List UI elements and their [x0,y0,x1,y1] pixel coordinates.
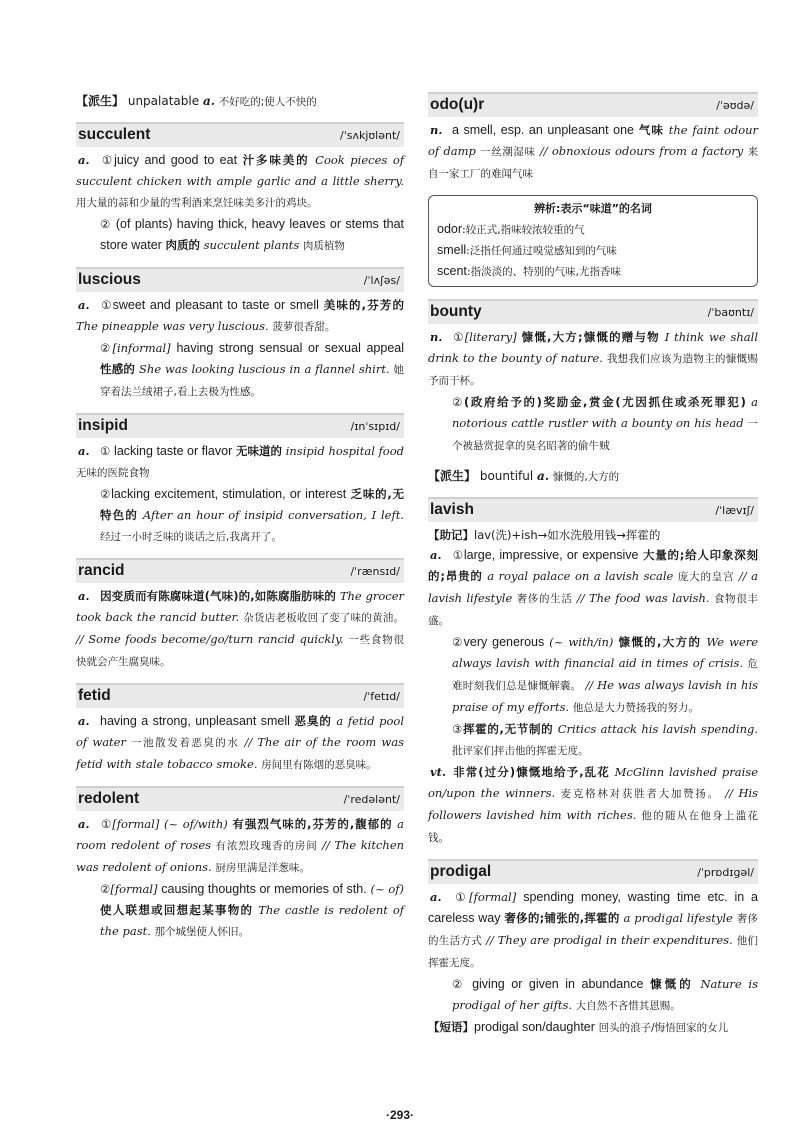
sense-number: ③ [452,722,463,736]
chinese-definition: 非常(过分)慷慨地给予,乱花 [452,765,610,779]
example-translation: 她穿着法兰绒裙子,看上去极为性感。 [100,364,404,398]
part-of-speech: a. [78,714,90,728]
headword: lavish [430,501,474,518]
derivative-tag: 【派生】 [76,94,125,108]
example: After an hour of insipid conversation, I left. [142,508,404,522]
chinese-definition: 性感的 [100,362,136,376]
sense-1 [76,586,404,673]
example-translation: 他们挥霍无度。 [428,935,759,969]
entry-header [76,683,404,708]
example-separator: // [76,632,84,646]
usage-note-word: odor [437,222,463,236]
entry-fetid [76,683,404,776]
sense-number: ② [100,217,112,231]
entry-bounty [428,299,758,457]
register-label: [formal] [469,890,517,904]
example: a notorious cattle rustler with a bounty on his head [452,395,759,430]
entry-luscious [76,267,404,403]
grammar-pattern: (~ of/with) [163,817,228,831]
mnemonic-tag: 【助记】 [428,528,474,542]
example-separator: // [486,933,494,947]
sense-number: ① [100,444,111,458]
definition: a smell, esp. an unpleasant one [452,123,635,137]
definition: sweet and pleasant to taste or smell [112,298,319,312]
pronunciation: /ˈfetɪd/ [363,690,400,703]
example: Critics attack his lavish spending. [557,722,758,736]
headword: odo(u)r [430,96,485,113]
example: The grocer took back the rancid butter. [76,589,404,624]
chinese-definition: 恶臭的 [294,714,332,728]
definition: lacking excitement, stimulation, or interest [111,487,347,501]
chinese-definition: 慷慨的,大方的 [618,635,702,649]
usage-note-explanation: 泛指任何通过嗅觉感知到的气味 [469,245,617,257]
chinese-definition: (政府给予的)奖励金,赏金(尤因抓住或杀死罪犯) [463,395,746,409]
chinese-definition: 大量的;给人印象深刻的;昂贵的 [428,548,759,583]
sense-1 [76,814,404,879]
entry-header [428,497,758,522]
example: a prodigal lifestyle [623,911,733,925]
page-number: ·293· [385,1108,414,1122]
example-translation: 食物很丰盛。 [428,593,759,627]
definition: very generous [463,635,545,649]
chinese-definition: 使人联想或回想起某事物的 [100,903,254,917]
sense-number: ② [100,882,111,896]
definition: juicy and good to eat [114,153,238,167]
example: The food was lavish. [588,591,710,605]
sense-2 [428,632,758,719]
chinese-definition: 汁多味美的 [242,153,310,167]
definition: large, impressive, or expensive [463,548,639,562]
example: succulent plants [203,238,300,252]
entry-prodigal [428,859,758,1038]
example: a room redolent of roses [76,817,405,852]
pronunciation: /ˈlævɪʃ/ [715,504,754,517]
example: a lavish lifestyle [428,569,759,605]
sense-number: ② [452,977,466,991]
usage-note-explanation: 较正式,指味较浓较重的气 [465,224,585,236]
chinese-gloss: 慷慨的,大方的 [552,471,620,483]
usage-note-word: scent [437,264,467,278]
chinese-definition: 有强烈气味的,芬芳的,馥郁的 [232,817,393,831]
derivative-bountiful [428,467,758,487]
register-label: [informal] [112,341,171,355]
sense-number: ② [100,341,113,355]
part-of-speech: a. [78,444,90,458]
example: The air of the room was fetid with stale tobacco smoke. [76,735,405,771]
entry-redolent [76,786,404,943]
sense-1 [428,327,758,392]
example-separator: // [322,838,330,852]
sense-number: ① [100,817,113,831]
part-of-speech: n. [430,123,443,137]
example-translation: 一丝潮湿味 [480,146,536,158]
part-of-speech: a. [430,548,442,562]
example: We were always lavish with financial aid in times of crisis. [452,635,759,670]
entry-header [76,413,404,438]
pronunciation: /ˈrænsɪd/ [350,565,400,578]
example-translation: 房间里有陈烟的恶臭味。 [261,759,377,771]
sense-1 [428,887,758,974]
example: insipid hospital food [285,444,405,458]
sense-number: ① [452,548,464,562]
chinese-definition: 因变质而有陈腐味道(气味)的,如陈腐脂肪味的 [100,589,337,603]
example: a royal palace on a lavish scale [487,569,674,583]
derivative-word: bountiful [479,469,534,483]
part-of-speech: vt. [430,765,446,779]
derivative-tag: 【派生】 [428,469,477,483]
sense-1 [76,150,404,214]
entry-header [428,92,758,117]
sense-number: ① [100,298,113,312]
sense-number: ② [100,487,112,501]
sense-1 [76,711,404,776]
pronunciation: /ˈlʌʃəs/ [363,274,400,287]
example: They are prodigal in their expenditures. [497,933,733,947]
sense-number: ① [100,153,115,167]
sense-number: ② [452,635,464,649]
usage-note-row: scent:指淡淡的、特别的气味,尤指香味 [437,264,621,278]
chinese-definition: 美味的,芬芳的 [323,298,404,312]
pronunciation: /ˈbaʊntɪ/ [707,306,754,319]
chinese-gloss: 不好吃的;使人不快的 [218,96,317,108]
example-translation: 厨房里满是洋葱味。 [215,862,310,874]
right-column [428,92,758,1048]
sense-number: ① [452,890,470,904]
sense-2 [76,214,404,257]
example: The pineapple was very luscious. [76,319,269,333]
example: Nature is prodigal of her gifts. [452,977,758,1012]
example-translation: 那个城堡使人怀旧。 [154,926,250,938]
sense-1 [76,441,404,484]
headword: rancid [78,562,125,579]
mnemonic [428,525,758,545]
part-of-speech: n. [430,330,443,344]
chinese-definition: 乏味的,无特色的 [100,487,405,522]
sense-2 [428,974,758,1017]
example-translation: 菠萝很香甜。 [272,321,336,333]
sense-1 [428,120,758,185]
entry-header [76,267,404,292]
headword: bounty [430,303,482,320]
entry-insipid [76,413,404,548]
chinese-definition: 慷慨,大方;慷慨的赠与物 [521,330,660,344]
example-translation: 杂货店老板收回了变了味的黄油。 [243,612,405,624]
usage-note-row: odor:较正式,指味较浓较重的气 [437,222,585,236]
mnemonic-text: lav(洗)+ish→如水洗般用钱→挥霍的 [474,528,661,542]
sense-number: ① [452,330,465,344]
entry-odour [428,92,758,185]
definition: having strong sensual or sexual appeal [176,341,405,355]
example-translation: 庞大的皇宫 [677,571,735,583]
example-translation: 批评家们抨击他的挥霍无度。 [452,745,589,757]
pronunciation: /ɪnˈsɪpɪd/ [350,420,400,433]
example-translation: 有浓烈玫瑰香的房间 [215,840,318,852]
example: Cook pieces of succulent chicken with ample garlic and a little sherry. [76,153,405,188]
headword: insipid [78,417,128,434]
sense-verb [428,762,758,849]
part-of-speech: a. [537,469,549,483]
usage-note-explanation: 指淡淡的、特别的气味,尤指香味 [470,266,621,278]
example-translation: 来自一家工厂的难闻气味 [428,146,759,180]
pronunciation: /ˈsʌkjʊlənt/ [339,129,400,142]
chinese-definition: 肉质的 [165,238,200,252]
example: Some foods become/go/turn rancid quickly. [88,632,344,646]
example-separator: // [576,591,585,605]
part-of-speech: a. [430,890,442,904]
example-translation: 一个被悬赏捉拿的臭名昭著的偷牛贼 [452,418,758,452]
register-label: [formal] [110,882,158,896]
left-column [76,92,404,953]
example-translation: 一池散发着恶臭的水 [131,737,240,749]
example-translation: 他的随从在他身上滥花钱。 [428,810,759,844]
example-separator: // [244,735,253,749]
derivative-unpalatable [76,92,404,112]
pronunciation: /ˈprɒdɪgəl/ [697,866,754,879]
chinese-definition: 奢侈的;铺张的,挥霍的 [504,911,620,925]
register-label: [formal] [112,817,160,831]
headword: prodigal [430,863,492,880]
example: a fetid pool of water [76,714,405,749]
example: obnoxious odours from a factory [551,144,744,158]
example-separator: // [738,569,747,583]
usage-note-box [428,195,758,287]
headword: succulent [78,126,151,143]
sense-2 [76,879,404,943]
part-of-speech: a. [202,94,215,108]
example-translation: 一些食物很快就会产生腐臭味。 [76,634,405,668]
entry-header [76,558,404,583]
example-translation: 奢侈的生活 [516,593,573,605]
example-translation: 大自然不吝惜其恩赐。 [575,1000,681,1012]
definition: spending money, wasting time etc. in a careless way [428,890,759,925]
entry-header [428,859,758,884]
part-of-speech: a. [78,817,90,831]
grammar-pattern: (~ of) [370,882,405,896]
entry-lavish [428,497,758,849]
sense-2 [428,392,758,457]
grammar-pattern: (~ with/in) [549,635,614,649]
usage-note-word: smell [437,243,467,257]
part-of-speech: a. [78,298,90,312]
pronunciation: /ˈredələnt/ [343,793,400,806]
example-separator: // [539,144,548,158]
example-translation: 无味的医院食物 [76,467,150,479]
entry-header [76,786,404,811]
phrase-translation: 回头的浪子/悔悟回家的女儿 [598,1022,729,1034]
usage-note-title: 辨析:表示“味道”的名词 [534,202,652,215]
phrase-text: prodigal son/daughter [474,1020,595,1034]
example: She was looking luscious in a flannel shirt. [139,362,390,376]
headword: luscious [78,271,141,288]
headword: fetid [78,687,111,704]
definition: giving or given in abundance [472,977,644,991]
sense-number: ② [452,395,464,409]
chinese-definition: 挥霍的,无节制的 [463,722,554,736]
sense-1 [428,545,758,632]
example: He was always lavish in his praise of my efforts. [452,678,759,714]
example-translation: 奢侈的生活方式 [428,913,758,947]
definition: lacking taste or flavor [114,444,233,458]
example: the faint odour of damp [428,123,759,158]
entry-rancid [76,558,404,673]
part-of-speech: a. [78,153,90,167]
example-translation: 他总是大力赞扬我的努力。 [572,702,699,714]
definition: (of plants) having thick, heavy leaves or stems that store water [100,217,404,252]
entry-header [428,299,758,324]
pronunciation: /ˈəʊdə/ [716,99,754,112]
entry-succulent [76,122,404,257]
headword: redolent [78,790,140,807]
example-separator: // [585,678,594,692]
example: The kitchen was redolent of onions. [76,838,405,874]
example: His followers lavished him with riches. [428,786,759,822]
definition: having a strong, unpleasant smell [100,714,290,728]
example-translation: 危难时刻我们总是慷慨解囊。 [452,658,758,692]
phrase-tag: 【短语】 [428,1020,474,1034]
example: McGlinn lavished praise on/upon the winners. [428,765,759,800]
chinese-definition: 无味道的 [235,444,283,458]
example: The castle is redolent of the past. [100,903,405,938]
usage-note-row: smell:泛指任何通过嗅觉感知到的气味 [437,243,617,257]
example-translation: 我想我们应该为造物主的慷慨赐予而干杯。 [428,353,759,387]
example-separator: // [725,786,734,800]
sense-1 [76,295,404,338]
derivative-word: unpalatable [127,94,200,108]
chinese-definition: 气味 [638,123,664,137]
definition: causing thoughts or memories of sth. [161,882,367,896]
sense-2 [76,338,404,403]
example-translation: 麦克格林对获胜者大加赞扬。 [560,788,720,800]
register-label: [literary] [464,330,517,344]
part-of-speech: a. [78,589,90,603]
example: I think we shall drink to the bounty of nature. [428,330,759,365]
sense-2 [76,484,404,548]
sense-3 [428,719,758,762]
chinese-definition: 慷慨的 [650,977,694,991]
entry-header [76,122,404,147]
phrase [428,1017,758,1038]
example-translation: 肉质植物 [302,240,345,252]
example-translation: 用大量的蒜和少量的雪利酒来烹饪味美多汁的鸡块。 [76,197,318,209]
example-translation: 经过一小时乏味的谈话之后,我离开了。 [100,531,282,543]
